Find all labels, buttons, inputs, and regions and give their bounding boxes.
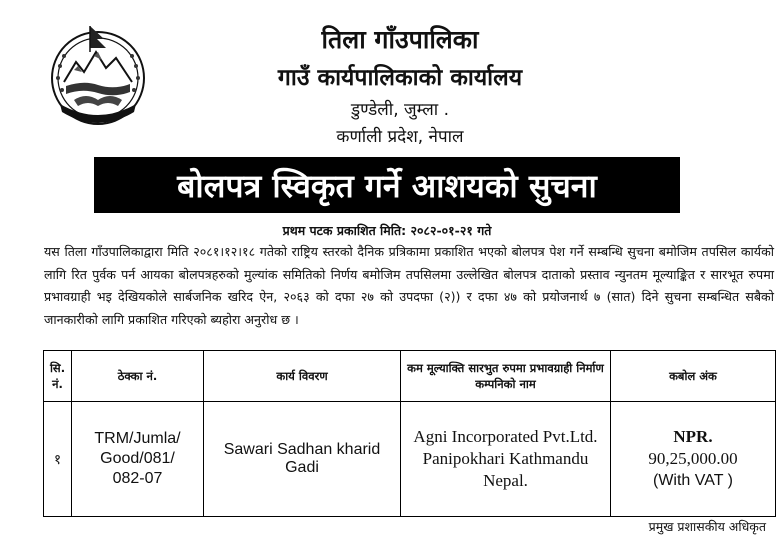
contract-no-line: 082-07: [112, 470, 163, 487]
org-name: तिला गाँउपालिका: [321, 25, 479, 54]
table-header-row: [44, 351, 776, 402]
publish-date: प्रथम पटक प्रकाशित मिति: २०८२-०१-२१ गते: [282, 223, 492, 238]
vat-note: (With VAT ): [653, 472, 733, 489]
header-contract-no: ठेक्का नं.: [72, 351, 204, 402]
amount-value: 90,25,000.00: [648, 449, 738, 468]
table-row: [44, 402, 776, 517]
cell-work-desc: Sawari Sadhan kharid Gadi: [204, 402, 401, 517]
address-line-2: कर्णाली प्रदेश, नेपाल: [336, 127, 464, 147]
company-line: Agni Incorporated Pvt.Ltd.: [413, 427, 598, 446]
contract-no-line: TRM/Jumla/: [94, 430, 181, 447]
cell-bid-amount: [611, 402, 776, 517]
notice-body: यस तिला गाँउपालिकाद्वारा मिति २०८१।१२।१८ गतेको राष्ट्रिय स्तरको दैनिक प्रत्रिकामा प्रकाशित भएको बोलपत्र पेश गर्ने सम्बन्धि सुचना बमोजिम तपसिल कार्यको लागि रित पुर्वक पर्न आयका बोलपत्रहरुको मुल्यांक समितिको निर्णय बमोजिम तपसिलमा उल्लेखित बोलपत्र दाताको प्रस्ताव न्युनतम मूल्याङ्कित र सारभूत रुपमा प्रभावग्राही भइ देखियकोले सार्बजनिक खरिद ऐन, २०६३ को दफा २७ को उपदफा (२)) र दफा ४७ को प्रयोजनार्थ ७ (सात) दिने सुचना सम्बन्धित सबैको जानकारीको लागि प्रकाशित गरिएको ब्यहोरा अनुरोध छ ।: [44, 244, 774, 327]
signature-title: प्रमुख प्रशासकीय अधिकृत: [648, 519, 766, 534]
company-line: Nepal.: [483, 471, 528, 490]
bid-table: [43, 350, 776, 517]
header-sn: सि. नं.: [44, 351, 72, 402]
cell-contract-no: [72, 402, 204, 517]
nepal-government-emblem-icon: [44, 22, 152, 130]
header-work-desc: कार्य विवरण: [204, 351, 401, 402]
cell-company: [401, 402, 611, 517]
company-line: Panipokhari Kathmandu: [422, 449, 589, 468]
contract-no-line: Good/081/: [100, 450, 175, 467]
header-bid-amount: कबोल अंक: [611, 351, 776, 402]
header-company: कम मूल्याक्ति सारभुत रुपमा प्रभावग्राही निर्माण कम्पनिको नाम: [401, 351, 611, 402]
office-name: गाउँ कार्यपालिकाको कार्यालय: [277, 65, 523, 91]
notice-title: बोलपत्र स्विकृत गर्ने आशयको सुचना: [94, 157, 680, 213]
address-line-1: डुण्डेली, जुम्ला .: [351, 100, 449, 120]
cell-sn: १: [44, 402, 72, 517]
currency-label: NPR.: [673, 427, 713, 446]
